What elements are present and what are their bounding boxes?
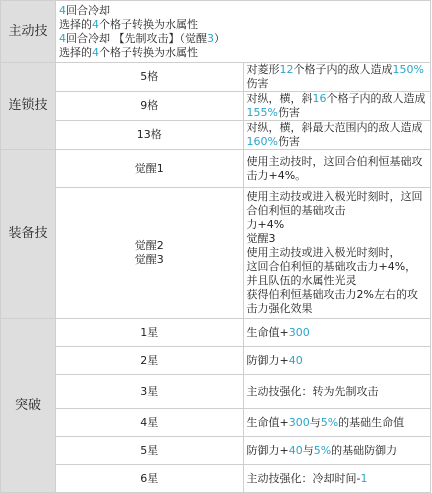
star-row-2 (1, 347, 431, 375)
star-sub-2: 2星 (56, 347, 244, 375)
equip-desc-awaken23: 使用主动技或进入极光时刻时，这回合伯利恒的基础攻击 力+4% 觉醒3 使用主动技或进入极光时刻时， 这回合伯利恒的基础攻击力+4%，并且队伍的水属性光灵 获得伯利恒基础攻击力2%左右的攻击力强化效果 (243, 188, 431, 319)
section-active-skill: 主动技 (1, 1, 56, 63)
star-row-3 (1, 375, 431, 409)
star-sub-5: 5星 (56, 437, 244, 465)
section-breakthrough: 突破 (1, 319, 56, 493)
star-row-4 (1, 409, 431, 437)
active-skill-desc (56, 1, 431, 63)
star-sub-3: 3星 (56, 375, 244, 409)
equip-sub-awaken1: 觉醒1 (56, 150, 244, 188)
star-desc-5: 防御力+40与5%的基础防御力 (243, 437, 431, 465)
star-sub-6: 6星 (56, 465, 244, 493)
chain-sub-1: 5格 (56, 63, 244, 92)
equip-row-1 (1, 150, 431, 188)
active-line-2: 选择的4个格子转换为水属性 (59, 17, 198, 31)
star-desc-3: 主动技强化：转为先制攻击 (243, 375, 431, 409)
star-desc-4: 生命值+300与5%的基础生命值 (243, 409, 431, 437)
active-line-4: 选择的4个格子转换为水属性 (59, 45, 198, 59)
star-row-5 (1, 437, 431, 465)
star-row-6 (1, 465, 431, 493)
chain-desc-3: 对纵，横，斜最大范围内的敌人造成160%伤害 (243, 121, 431, 150)
star-desc-1: 生命值+300 (243, 319, 431, 347)
active-skill-row (1, 1, 431, 63)
chain-row-3 (1, 121, 431, 150)
chain-desc-2: 对纵，横，斜16个格子内的敌人造成155%伤害 (243, 92, 431, 121)
section-equip-skill: 装备技 (1, 150, 56, 319)
active-line-3: 4回合冷却 【先制攻击】（觉醒3） (59, 31, 225, 45)
active-line-1: 4回合冷却 (59, 3, 110, 17)
equip-desc-awaken1: 使用主动技时，这回合伯利恒基础攻击力+4%。 (243, 150, 431, 188)
section-chain-skill: 连锁技 (1, 63, 56, 150)
star-desc-6: 主动技强化：冷却时间-1 (243, 465, 431, 493)
chain-sub-3: 13格 (56, 121, 244, 150)
star-row-1 (1, 319, 431, 347)
chain-desc-1: 对菱形12个格子内的敌人造成150%伤害 (243, 63, 431, 92)
star-sub-1: 1星 (56, 319, 244, 347)
equip-sub-awaken23: 觉醒2 觉醒3 (56, 188, 244, 319)
star-desc-2: 防御力+40 (243, 347, 431, 375)
chain-sub-2: 9格 (56, 92, 244, 121)
chain-row-1 (1, 63, 431, 92)
star-sub-4: 4星 (56, 409, 244, 437)
chain-row-2 (1, 92, 431, 121)
equip-row-2 (1, 188, 431, 319)
